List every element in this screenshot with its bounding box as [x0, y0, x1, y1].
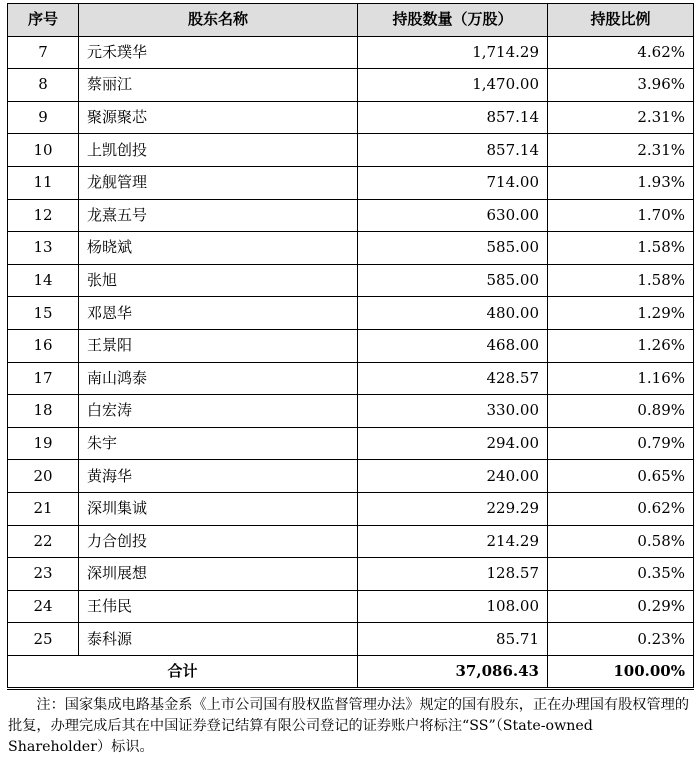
cell-shares: 229.29	[358, 492, 548, 525]
cell-pct: 0.29%	[548, 590, 694, 623]
cell-seq: 7	[8, 36, 79, 69]
cell-name: 聚源聚芯	[79, 101, 358, 134]
cell-seq: 19	[8, 427, 79, 460]
cell-seq: 15	[8, 297, 79, 330]
table-header-row	[8, 4, 694, 37]
cell-pct: 0.62%	[548, 492, 694, 525]
cell-name: 朱宇	[79, 427, 358, 460]
cell-seq: 17	[8, 362, 79, 395]
table-row	[8, 558, 694, 591]
table-row	[8, 590, 694, 623]
cell-seq: 13	[8, 232, 79, 265]
cell-seq: 12	[8, 199, 79, 232]
cell-pct: 0.35%	[548, 558, 694, 591]
cell-name: 上凯创投	[79, 134, 358, 167]
cell-pct: 2.31%	[548, 134, 694, 167]
cell-seq: 10	[8, 134, 79, 167]
cell-name: 龙舰管理	[79, 166, 358, 199]
table-row	[8, 101, 694, 134]
cell-seq: 9	[8, 101, 79, 134]
total-row	[8, 655, 694, 689]
cell-seq: 20	[8, 460, 79, 493]
cell-seq: 16	[8, 329, 79, 362]
cell-shares: 128.57	[358, 558, 548, 591]
cell-name: 蔡丽江	[79, 69, 358, 102]
cell-name: 黄海华	[79, 460, 358, 493]
cell-shares: 585.00	[358, 264, 548, 297]
cell-pct: 0.58%	[548, 525, 694, 558]
total-pct: 100.00%	[548, 655, 694, 689]
cell-shares: 480.00	[358, 297, 548, 330]
total-shares: 37,086.43	[358, 655, 548, 689]
cell-shares: 857.14	[358, 134, 548, 167]
cell-shares: 214.29	[358, 525, 548, 558]
cell-shares: 428.57	[358, 362, 548, 395]
cell-pct: 1.16%	[548, 362, 694, 395]
cell-name: 深圳集诚	[79, 492, 358, 525]
cell-name: 力合创投	[79, 525, 358, 558]
cell-seq: 21	[8, 492, 79, 525]
table-row	[8, 166, 694, 199]
cell-pct: 1.70%	[548, 199, 694, 232]
cell-seq: 11	[8, 166, 79, 199]
cell-pct: 0.79%	[548, 427, 694, 460]
header-name: 股东名称	[79, 4, 358, 37]
table-row	[8, 427, 694, 460]
cell-pct: 1.29%	[548, 297, 694, 330]
cell-shares: 585.00	[358, 232, 548, 265]
cell-name: 龙熹五号	[79, 199, 358, 232]
cell-name: 深圳展想	[79, 558, 358, 591]
cell-shares: 857.14	[358, 101, 548, 134]
cell-pct: 1.58%	[548, 264, 694, 297]
table-row	[8, 297, 694, 330]
cell-name: 王伟民	[79, 590, 358, 623]
table-body	[8, 36, 694, 655]
cell-seq: 8	[8, 69, 79, 102]
footnote-text: 注：国家集成电路基金系《上市公司国有股权监督管理办法》规定的国有股东，正在办理国有股权管理的批复，办理完成后其在中国证券登记结算有限公司登记的证券账户将标注“SS”（State-owned Shareholder）标识。	[8, 697, 690, 755]
table-row	[8, 199, 694, 232]
cell-seq: 24	[8, 590, 79, 623]
cell-shares: 85.71	[358, 623, 548, 656]
header-pct: 持股比例	[548, 4, 694, 37]
cell-pct: 0.89%	[548, 395, 694, 428]
table-row	[8, 134, 694, 167]
cell-seq: 23	[8, 558, 79, 591]
cell-shares: 1,470.00	[358, 69, 548, 102]
table-row	[8, 69, 694, 102]
shareholder-table	[7, 3, 694, 690]
cell-pct: 1.93%	[548, 166, 694, 199]
cell-name: 杨晓斌	[79, 232, 358, 265]
cell-pct: 1.58%	[548, 232, 694, 265]
cell-shares: 330.00	[358, 395, 548, 428]
cell-seq: 18	[8, 395, 79, 428]
cell-shares: 468.00	[358, 329, 548, 362]
cell-pct: 3.96%	[548, 69, 694, 102]
cell-seq: 14	[8, 264, 79, 297]
table-row	[8, 492, 694, 525]
cell-name: 张旭	[79, 264, 358, 297]
table-row	[8, 329, 694, 362]
cell-seq: 22	[8, 525, 79, 558]
cell-name: 王景阳	[79, 329, 358, 362]
cell-name: 元禾璞华	[79, 36, 358, 69]
cell-name: 白宏涛	[79, 395, 358, 428]
table-row	[8, 623, 694, 656]
header-seq: 序号	[8, 4, 79, 37]
table-row	[8, 525, 694, 558]
cell-shares: 1,714.29	[358, 36, 548, 69]
table-row	[8, 395, 694, 428]
cell-shares: 240.00	[358, 460, 548, 493]
cell-pct: 2.31%	[548, 101, 694, 134]
table-row	[8, 36, 694, 69]
cell-shares: 630.00	[358, 199, 548, 232]
total-label: 合计	[8, 655, 358, 689]
cell-name: 泰科源	[79, 623, 358, 656]
cell-seq: 25	[8, 623, 79, 656]
cell-name: 邓恩华	[79, 297, 358, 330]
cell-name: 南山鸿泰	[79, 362, 358, 395]
cell-pct: 1.26%	[548, 329, 694, 362]
cell-pct: 0.23%	[548, 623, 694, 656]
cell-pct: 4.62%	[548, 36, 694, 69]
cell-shares: 108.00	[358, 590, 548, 623]
table-row	[8, 232, 694, 265]
table-row	[8, 362, 694, 395]
cell-pct: 0.65%	[548, 460, 694, 493]
table-row	[8, 460, 694, 493]
cell-shares: 714.00	[358, 166, 548, 199]
table-row	[8, 264, 694, 297]
cell-shares: 294.00	[358, 427, 548, 460]
footnote	[8, 695, 692, 758]
header-shares: 持股数量（万股）	[358, 4, 548, 37]
